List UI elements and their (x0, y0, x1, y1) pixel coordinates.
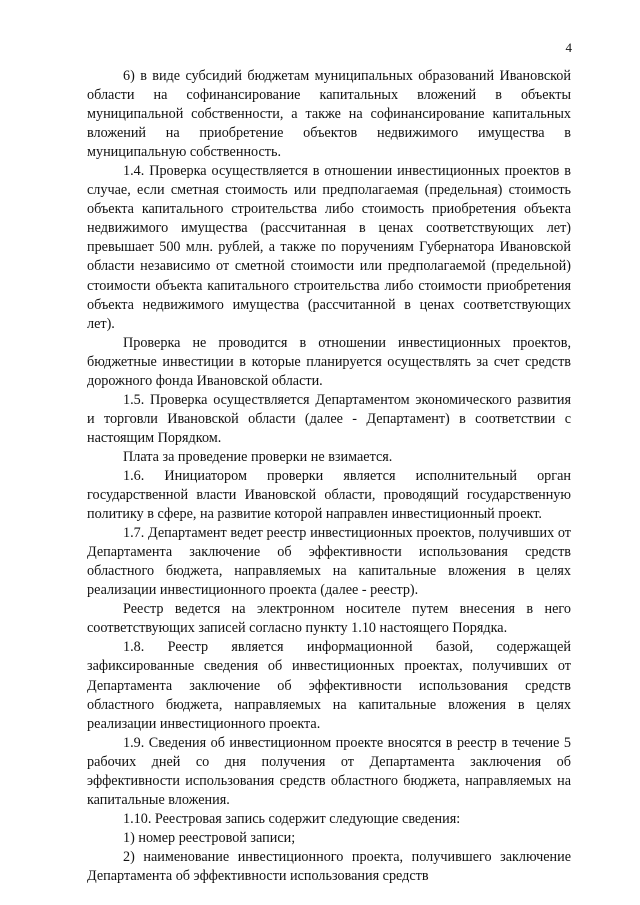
page-number: 4 (565, 40, 572, 55)
paragraph-1-7: 1.7. Департамент ведет реестр инвестиционных проектов, получивших от Департамента заключение об эффективности использования средств областного бюджета, направляемых на капитальные вложения в целях реализации инвестиционного проекта (далее - реестр). (87, 525, 571, 599)
paragraph-1-5: 1.5. Проверка осуществляется Департаментом экономического развития и торговли Ивановской области (далее - Департамент) в соответствии с настоящим Порядком. (87, 391, 571, 446)
paragraph-1-6: 1.6. Инициатором проверки является исполнительный орган государственной власти Ивановской области, проводящий государственную политику в сфере, на развитие которой направлен инвестиционный проект. (87, 467, 571, 523)
paragraph-1-4: 1.4. Проверка осуществляется в отношении инвестиционных проектов в случае, если сметная стоимость или предполагаемая (предельная) стоимость объекта капитального строительства либо стоимость приобретения объекта недвижимого имущества (рассчитанная в ценах соответствующих лет) превышает 500 млн. рублей, а также по поручениям Губернатора Ивановской области независимо от сметной стоимости или предполагаемой (предельной) стоимости объекта капитального строительства либо стоимости приобретения объекта недвижимого имущества (рассчитанной в ценах соответствующих лет). (87, 163, 571, 332)
paragraph-1-10: 1.10. Реестровая запись содержит следующие сведения: (123, 810, 461, 827)
document-body (87, 67, 571, 886)
paragraph-no-check: Проверка не проводится в отношении инвестиционных проектов, бюджетные инвестиции в которые планируется осуществлять за счет средств дорожного фонда Ивановской области. (87, 334, 571, 389)
paragraph-1-9: 1.9. Сведения об инвестиционном проекте вносятся в реестр в течение 5 рабочих дней со дня получения от Департамента заключения об эффективности использования средств областного бюджета, направляемых на капитальные вложения. (87, 734, 571, 808)
list-item-1: 1) номер реестровой записи; (123, 829, 296, 846)
list-item-2: 2) наименование инвестиционного проекта, получившего заключение Департамента об эффективности использования средств (87, 848, 571, 884)
paragraph-fee: Плата за проведение проверки не взимается. (123, 448, 393, 465)
paragraph-1-8: 1.8. Реестр является информационной базой, содержащей зафиксированные сведения об инвестиционных проектах, получивших от Департамента заключение об эффективности использования средств областного бюджета, направляемых на капитальные вложения в целях реализации инвестиционного проекта. (87, 639, 571, 732)
paragraph-subsidies: 6) в виде субсидий бюджетам муниципальных образований Ивановской области на софинансирование капитальных вложений в объекты муниципальной собственности, а также на софинансирование капитальных вложений на приобретение объектов недвижимого имущества в муниципальную собственность. (87, 68, 571, 161)
paragraph-registry-electronic: Реестр ведется на электронном носителе путем внесения в него соответствующих записей согласно пункту 1.10 настоящего Порядка. (87, 601, 571, 637)
